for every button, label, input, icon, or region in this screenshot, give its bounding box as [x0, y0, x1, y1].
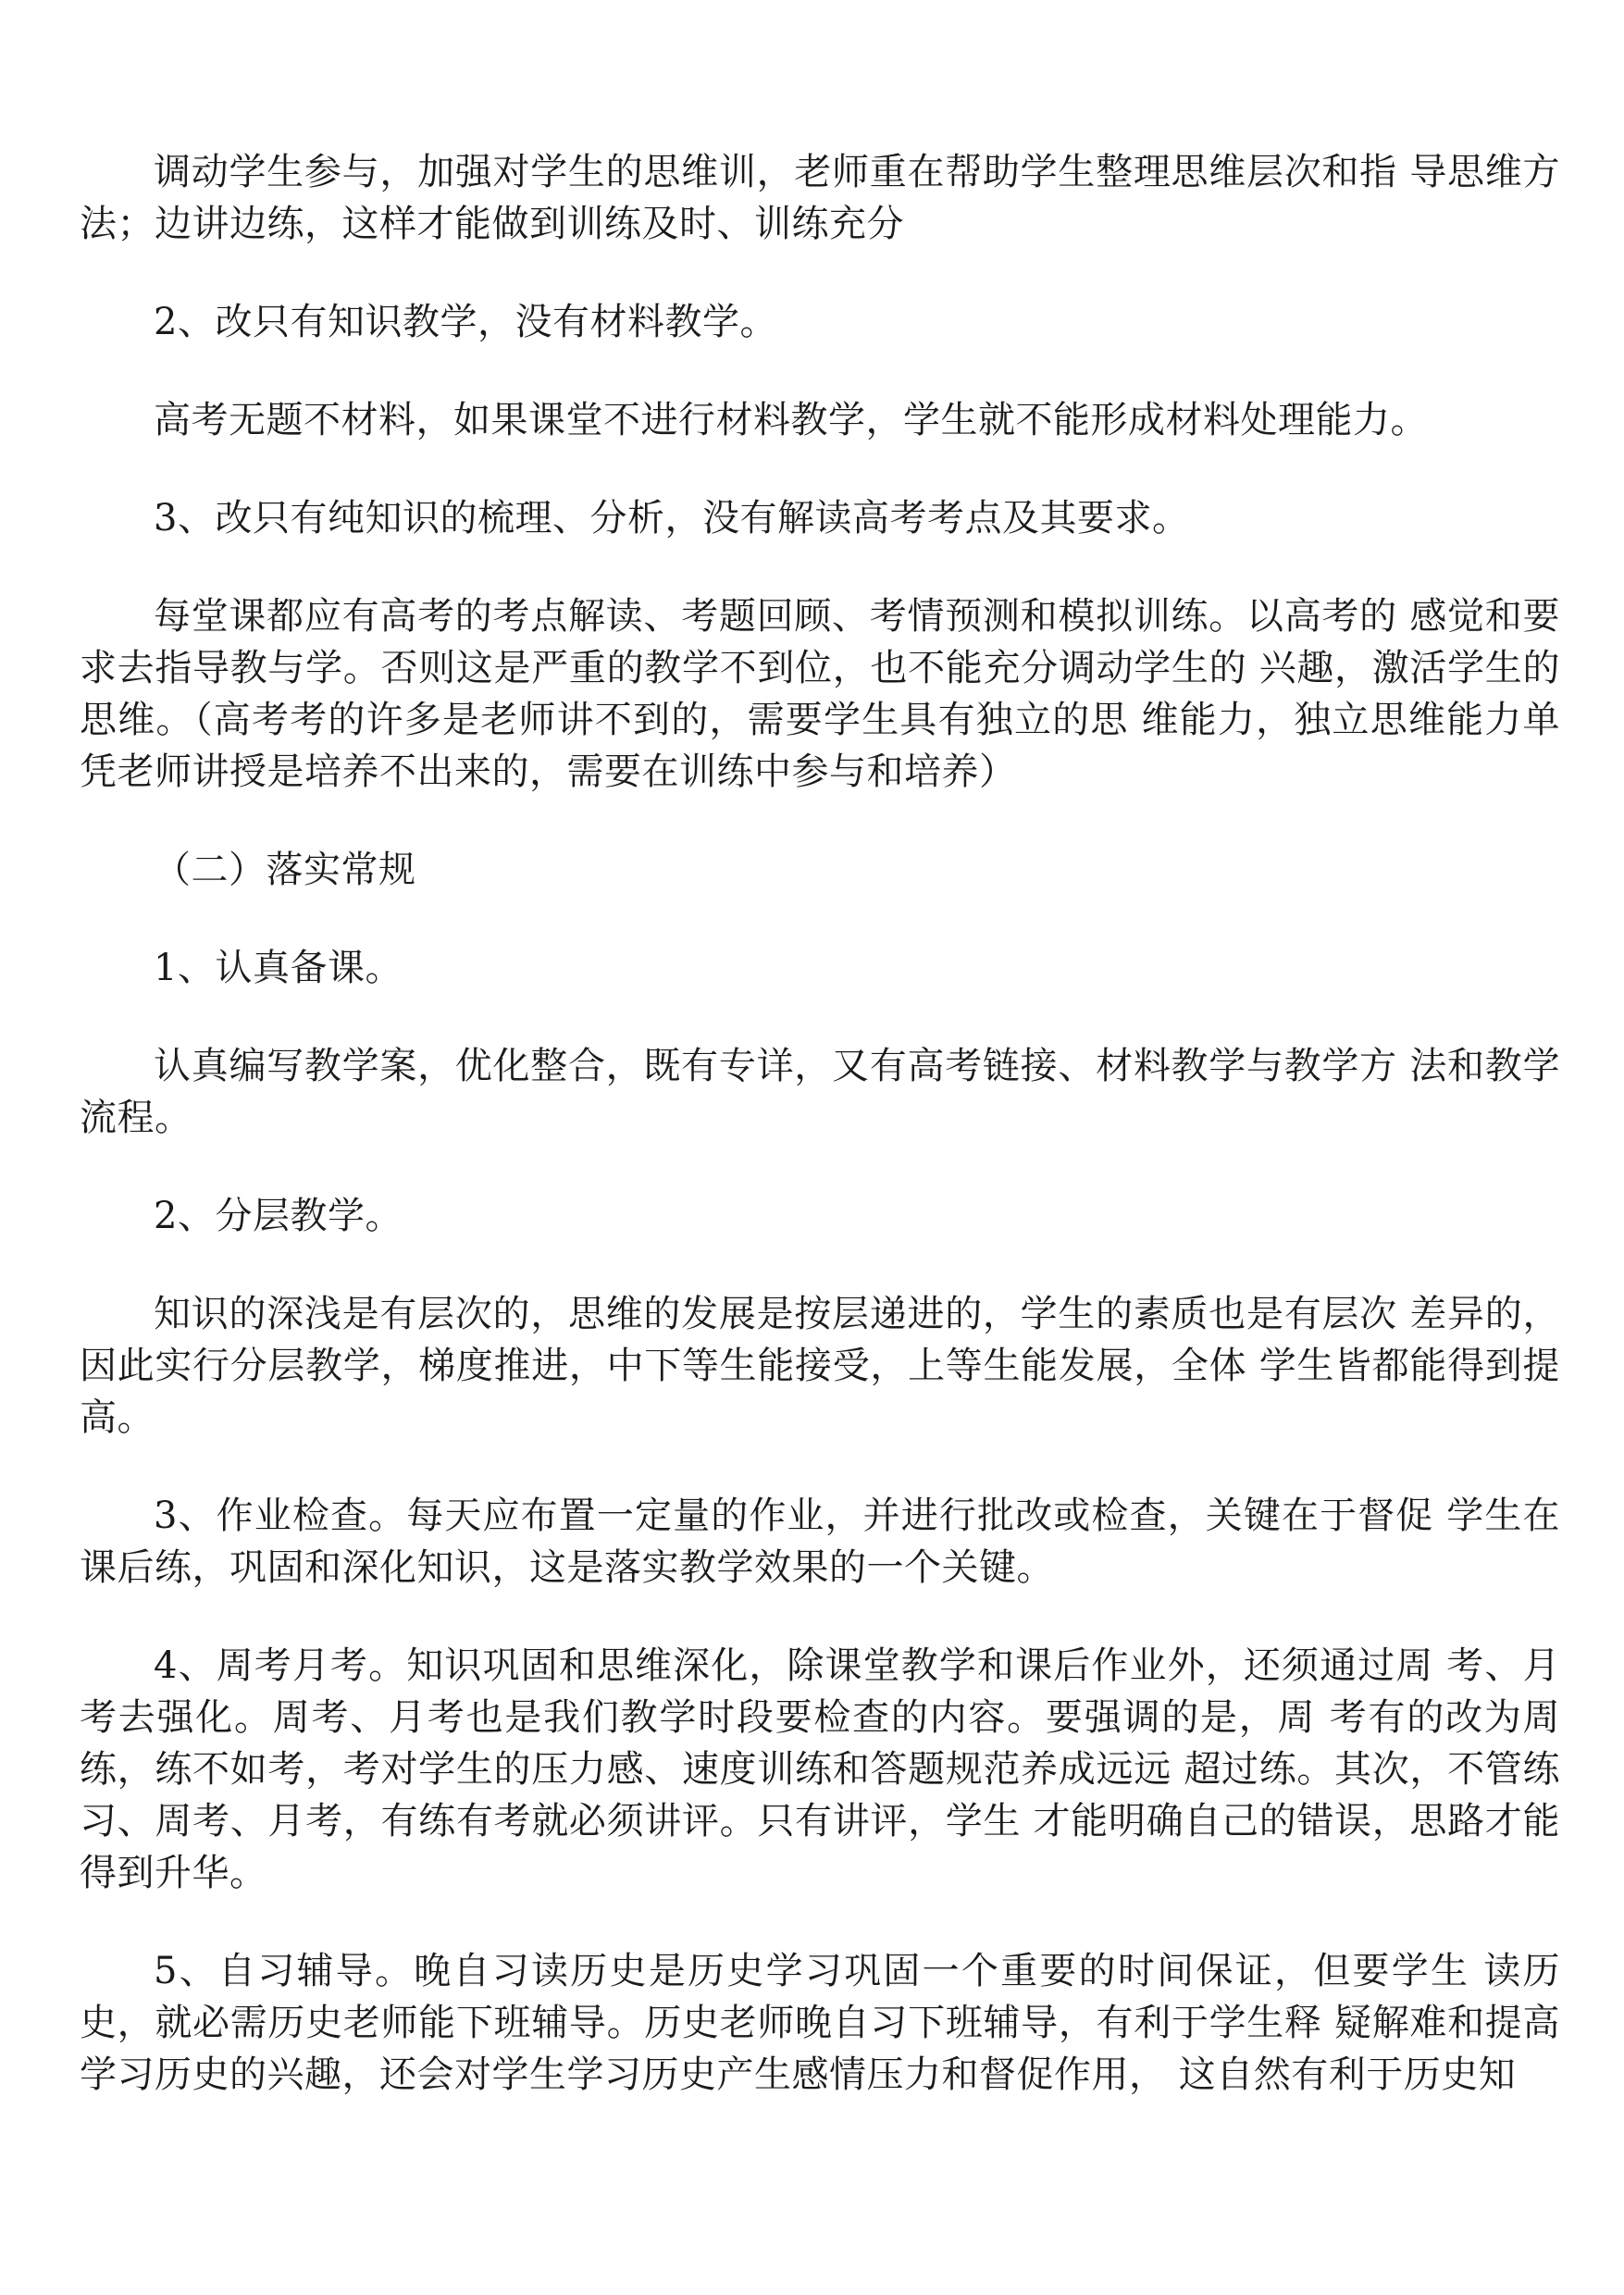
- paragraph-weekly-monthly-exams: 4、周考月考。知识巩固和思维深化，除课堂教学和课后作业外，还须通过周 考、月考去强化。周考、月考也是我们教学时段要检查的内容。要强调的是，周 考有的改为周练，练不如考，考对学生的压力感、速度训练和答题规范养成远远 超过练。其次，不管练习、周考、月考，有练有考就必须讲评。只有讲评，学生 才能明确自己的错误，思路才能得到升华。: [80, 1644, 1560, 1894]
- paragraph-homework-check: 3、作业检查。每天应布置一定量的作业，并进行批改或检查，关键在于督促 学生在课后练，巩固和深化知识，这是落实教学效果的一个关键。: [80, 1495, 1560, 1589]
- section-heading-routine: （二）落实常规: [154, 849, 416, 891]
- paragraph-item-2-heading: 2、改只有知识教学，没有材料教学。: [154, 301, 777, 343]
- document-body: [80, 146, 1560, 2147]
- paragraph-lesson-prep: 认真编写教学案，优化整合，既有专详，又有高考链接、材料教学与教学方 法和教学流程。: [80, 1045, 1560, 1139]
- paragraph-self-study: 5、自习辅导。晚自习读历史是历史学习巩固一个重要的时间保证，但要学生 读历史，就必需历史老师能下班辅导。历史老师晚自习下班辅导，有利于学生释 疑解难和提高学习历史的兴趣，还会对学生学习历史产生感情压力和督促作用， 这自然有利于历史知: [80, 1950, 1560, 2096]
- paragraph-lesson-prep-heading: 1、认真备课。: [154, 947, 403, 989]
- paragraph-tiered-teaching: 知识的深浅是有层次的，思维的发展是按层递进的，学生的素质也是有层次 差异的，因此实行分层教学，梯度推进，中下等生能接受，上等生能发展，全体 学生皆都能得到提高。: [80, 1293, 1560, 1439]
- paragraph-thinking-training: 调动学生参与，加强对学生的思维训，老师重在帮助学生整理思维层次和指 导思维方法；边讲边练，这样才能做到训练及时、训练充分: [80, 151, 1560, 245]
- paragraph-material-teaching: 高考无题不材料，如果课堂不进行材料教学，学生就不能形成材料处理能力。: [154, 399, 1428, 441]
- paragraph-exam-points: 每堂课都应有高考的考点解读、考题回顾、考情预测和模拟训练。以高考的 感觉和要求去指导教与学。否则这是严重的教学不到位，也不能充分调动学生的 兴趣，激活学生的思维。（高考考的许多是老师讲不到的，需要学生具有独立的思 维能力，独立思维能力单凭老师讲授是培养不出来的，需要在训练中参与和培养）: [80, 595, 1560, 793]
- paragraph-tiered-heading: 2、分层教学。: [154, 1195, 403, 1237]
- paragraph-item-3-heading: 3、改只有纯知识的梳理、分析，没有解读高考考点及其要求。: [154, 497, 1190, 540]
